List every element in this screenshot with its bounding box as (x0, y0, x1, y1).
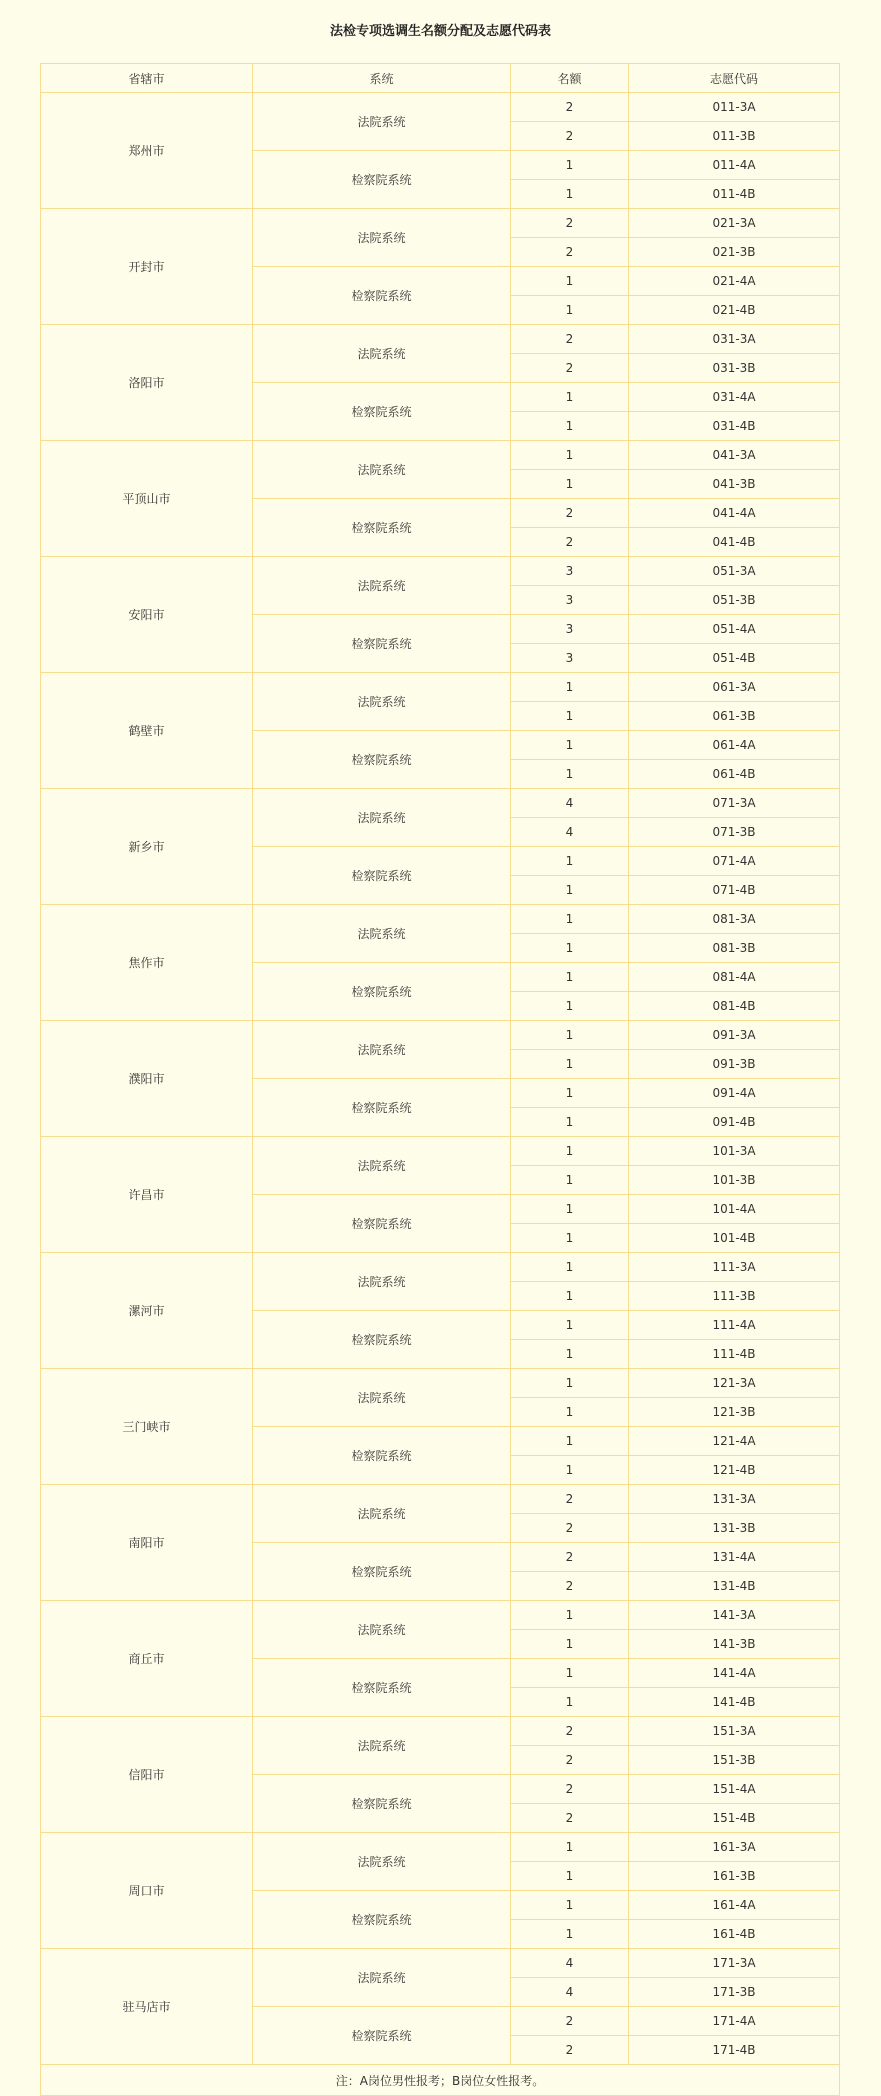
code-cell: 081-3B (629, 934, 840, 963)
city-cell: 郑州市 (41, 93, 253, 209)
code-cell: 091-3A (629, 1021, 840, 1050)
quota-cell: 3 (511, 557, 629, 586)
code-cell: 061-4B (629, 760, 840, 789)
system-cell: 检察院系统 (253, 1311, 511, 1369)
code-cell: 121-4B (629, 1456, 840, 1485)
quota-cell: 2 (511, 1543, 629, 1572)
quota-cell: 4 (511, 1978, 629, 2007)
quota-cell: 1 (511, 1340, 629, 1369)
quota-cell: 1 (511, 1456, 629, 1485)
system-cell: 法院系统 (253, 1485, 511, 1543)
quota-cell: 2 (511, 528, 629, 557)
system-cell: 法院系统 (253, 1833, 511, 1891)
quota-cell: 1 (511, 847, 629, 876)
quota-cell: 1 (511, 1137, 629, 1166)
code-cell: 141-4B (629, 1688, 840, 1717)
table-row (41, 905, 840, 934)
quota-cell: 3 (511, 615, 629, 644)
system-cell: 检察院系统 (253, 151, 511, 209)
city-cell: 新乡市 (41, 789, 253, 905)
code-cell: 071-3A (629, 789, 840, 818)
city-cell: 焦作市 (41, 905, 253, 1021)
quota-table (40, 63, 840, 2096)
code-cell: 151-3A (629, 1717, 840, 1746)
quota-cell: 2 (511, 2007, 629, 2036)
quota-cell: 1 (511, 1108, 629, 1137)
code-cell: 151-4B (629, 1804, 840, 1833)
code-cell: 051-3A (629, 557, 840, 586)
system-cell: 法院系统 (253, 789, 511, 847)
code-cell: 061-3B (629, 702, 840, 731)
system-cell: 检察院系统 (253, 2007, 511, 2065)
quota-cell: 1 (511, 1021, 629, 1050)
system-cell: 检察院系统 (253, 1659, 511, 1717)
quota-cell: 1 (511, 151, 629, 180)
table-row (41, 1137, 840, 1166)
city-cell: 周口市 (41, 1833, 253, 1949)
code-cell: 161-3B (629, 1862, 840, 1891)
code-cell: 011-4A (629, 151, 840, 180)
quota-cell: 1 (511, 1398, 629, 1427)
quota-cell: 2 (511, 325, 629, 354)
system-cell: 检察院系统 (253, 1891, 511, 1949)
header-city: 省辖市 (41, 64, 253, 93)
quota-cell: 1 (511, 1688, 629, 1717)
quota-cell: 1 (511, 412, 629, 441)
quota-cell: 2 (511, 93, 629, 122)
system-cell: 法院系统 (253, 325, 511, 383)
code-cell: 171-4A (629, 2007, 840, 2036)
quota-cell: 2 (511, 209, 629, 238)
city-cell: 开封市 (41, 209, 253, 325)
quota-cell: 2 (511, 238, 629, 267)
code-cell: 031-4A (629, 383, 840, 412)
code-cell: 101-3B (629, 1166, 840, 1195)
city-cell: 信阳市 (41, 1717, 253, 1833)
quota-cell: 2 (511, 1804, 629, 1833)
code-cell: 021-4B (629, 296, 840, 325)
city-cell: 驻马店市 (41, 1949, 253, 2065)
system-cell: 检察院系统 (253, 615, 511, 673)
quota-cell: 2 (511, 1717, 629, 1746)
header-quota: 名额 (511, 64, 629, 93)
quota-cell: 2 (511, 2036, 629, 2065)
code-cell: 171-3B (629, 1978, 840, 2007)
code-cell: 121-3B (629, 1398, 840, 1427)
system-cell: 检察院系统 (253, 267, 511, 325)
table-row (41, 1717, 840, 1746)
table-title: 法检专项选调生名额分配及志愿代码表 (329, 24, 551, 39)
code-cell: 141-3A (629, 1601, 840, 1630)
table-row (41, 1253, 840, 1282)
code-cell: 121-3A (629, 1369, 840, 1398)
code-cell: 031-4B (629, 412, 840, 441)
code-cell: 171-4B (629, 2036, 840, 2065)
table-row (41, 1601, 840, 1630)
quota-cell: 1 (511, 731, 629, 760)
quota-cell: 4 (511, 818, 629, 847)
code-cell: 101-3A (629, 1137, 840, 1166)
quota-cell: 2 (511, 354, 629, 383)
quota-cell: 1 (511, 1166, 629, 1195)
code-cell: 051-4B (629, 644, 840, 673)
header-code: 志愿代码 (629, 64, 840, 93)
code-cell: 161-4A (629, 1891, 840, 1920)
code-cell: 061-3A (629, 673, 840, 702)
quota-cell: 1 (511, 1369, 629, 1398)
quota-cell: 3 (511, 644, 629, 673)
code-cell: 081-3A (629, 905, 840, 934)
code-cell: 021-4A (629, 267, 840, 296)
code-cell: 161-3A (629, 1833, 840, 1862)
quota-cell: 1 (511, 1630, 629, 1659)
code-cell: 031-3B (629, 354, 840, 383)
quota-cell: 1 (511, 963, 629, 992)
quota-cell: 1 (511, 1195, 629, 1224)
system-cell: 法院系统 (253, 1717, 511, 1775)
code-cell: 041-4A (629, 499, 840, 528)
note-text: 注：A岗位男性报考；B岗位女性报考。 (41, 2065, 840, 2096)
table-row (41, 789, 840, 818)
quota-cell: 4 (511, 789, 629, 818)
quota-cell: 1 (511, 1659, 629, 1688)
quota-cell: 3 (511, 586, 629, 615)
quota-cell: 1 (511, 1282, 629, 1311)
system-cell: 法院系统 (253, 1601, 511, 1659)
city-cell: 安阳市 (41, 557, 253, 673)
system-cell: 检察院系统 (253, 1427, 511, 1485)
code-cell: 031-3A (629, 325, 840, 354)
code-cell: 131-3A (629, 1485, 840, 1514)
quota-cell: 1 (511, 267, 629, 296)
header-system: 系统 (253, 64, 511, 93)
system-cell: 检察院系统 (253, 1775, 511, 1833)
table-row (41, 673, 840, 702)
quota-cell: 1 (511, 1862, 629, 1891)
quota-cell: 1 (511, 1311, 629, 1340)
quota-cell: 1 (511, 1833, 629, 1862)
quota-cell: 2 (511, 1775, 629, 1804)
note-row (41, 2065, 840, 2096)
code-cell: 071-3B (629, 818, 840, 847)
quota-cell: 1 (511, 934, 629, 963)
quota-cell: 1 (511, 1427, 629, 1456)
system-cell: 法院系统 (253, 1021, 511, 1079)
system-cell: 法院系统 (253, 1137, 511, 1195)
code-cell: 091-4A (629, 1079, 840, 1108)
city-cell: 平顶山市 (41, 441, 253, 557)
system-cell: 检察院系统 (253, 1543, 511, 1601)
quota-cell: 1 (511, 1891, 629, 1920)
code-cell: 021-3B (629, 238, 840, 267)
quota-cell: 1 (511, 1050, 629, 1079)
system-cell: 检察院系统 (253, 1195, 511, 1253)
table-row (41, 557, 840, 586)
system-cell: 法院系统 (253, 441, 511, 499)
code-cell: 041-3A (629, 441, 840, 470)
code-cell: 141-4A (629, 1659, 840, 1688)
system-cell: 法院系统 (253, 673, 511, 731)
table-row (41, 1485, 840, 1514)
code-cell: 121-4A (629, 1427, 840, 1456)
city-cell: 鹤壁市 (41, 673, 253, 789)
code-cell: 011-4B (629, 180, 840, 209)
city-cell: 许昌市 (41, 1137, 253, 1253)
quota-cell: 2 (511, 499, 629, 528)
quota-cell: 2 (511, 1514, 629, 1543)
code-cell: 131-4A (629, 1543, 840, 1572)
system-cell: 检察院系统 (253, 963, 511, 1021)
header-row (41, 64, 840, 93)
city-cell: 商丘市 (41, 1601, 253, 1717)
table-row (41, 209, 840, 238)
quota-cell: 1 (511, 1601, 629, 1630)
quota-cell: 1 (511, 760, 629, 789)
quota-cell: 1 (511, 1079, 629, 1108)
quota-cell: 1 (511, 441, 629, 470)
system-cell: 检察院系统 (253, 1079, 511, 1137)
system-cell: 法院系统 (253, 93, 511, 151)
code-cell: 131-4B (629, 1572, 840, 1601)
table-row (41, 1949, 840, 1978)
quota-cell: 1 (511, 876, 629, 905)
code-cell: 141-3B (629, 1630, 840, 1659)
code-cell: 011-3A (629, 93, 840, 122)
system-cell: 法院系统 (253, 905, 511, 963)
quota-cell: 1 (511, 905, 629, 934)
code-cell: 111-3B (629, 1282, 840, 1311)
table-row (41, 1369, 840, 1398)
system-cell: 法院系统 (253, 1253, 511, 1311)
code-cell: 051-4A (629, 615, 840, 644)
code-cell: 161-4B (629, 1920, 840, 1949)
code-cell: 051-3B (629, 586, 840, 615)
code-cell: 011-3B (629, 122, 840, 151)
table-body (41, 93, 840, 2065)
system-cell: 检察院系统 (253, 499, 511, 557)
table-row (41, 93, 840, 122)
system-cell: 检察院系统 (253, 383, 511, 441)
system-cell: 法院系统 (253, 557, 511, 615)
quota-cell: 2 (511, 1746, 629, 1775)
system-cell: 检察院系统 (253, 731, 511, 789)
code-cell: 081-4A (629, 963, 840, 992)
quota-cell: 1 (511, 1224, 629, 1253)
system-cell: 法院系统 (253, 1369, 511, 1427)
code-cell: 111-3A (629, 1253, 840, 1282)
quota-cell: 2 (511, 1485, 629, 1514)
quota-cell: 2 (511, 122, 629, 151)
quota-cell: 1 (511, 1253, 629, 1282)
system-cell: 法院系统 (253, 209, 511, 267)
code-cell: 111-4A (629, 1311, 840, 1340)
city-cell: 南阳市 (41, 1485, 253, 1601)
table-row (41, 441, 840, 470)
code-cell: 111-4B (629, 1340, 840, 1369)
system-cell: 检察院系统 (253, 847, 511, 905)
code-cell: 041-4B (629, 528, 840, 557)
quota-cell: 4 (511, 1949, 629, 1978)
quota-cell: 1 (511, 992, 629, 1021)
code-cell: 101-4B (629, 1224, 840, 1253)
code-cell: 151-4A (629, 1775, 840, 1804)
table-row (41, 1833, 840, 1862)
code-cell: 171-3A (629, 1949, 840, 1978)
city-cell: 漯河市 (41, 1253, 253, 1369)
code-cell: 061-4A (629, 731, 840, 760)
quota-cell: 1 (511, 673, 629, 702)
code-cell: 081-4B (629, 992, 840, 1021)
quota-cell: 2 (511, 1572, 629, 1601)
city-cell: 濮阳市 (41, 1021, 253, 1137)
quota-cell: 1 (511, 296, 629, 325)
code-cell: 041-3B (629, 470, 840, 499)
code-cell: 071-4A (629, 847, 840, 876)
quota-cell: 1 (511, 470, 629, 499)
table-row (41, 1021, 840, 1050)
quota-cell: 1 (511, 1920, 629, 1949)
code-cell: 071-4B (629, 876, 840, 905)
code-cell: 101-4A (629, 1195, 840, 1224)
city-cell: 三门峡市 (41, 1369, 253, 1485)
quota-cell: 1 (511, 702, 629, 731)
code-cell: 091-4B (629, 1108, 840, 1137)
code-cell: 131-3B (629, 1514, 840, 1543)
quota-cell: 1 (511, 383, 629, 412)
code-cell: 021-3A (629, 209, 840, 238)
code-cell: 091-3B (629, 1050, 840, 1079)
city-cell: 洛阳市 (41, 325, 253, 441)
code-cell: 151-3B (629, 1746, 840, 1775)
table-row (41, 325, 840, 354)
system-cell: 法院系统 (253, 1949, 511, 2007)
quota-cell: 1 (511, 180, 629, 209)
